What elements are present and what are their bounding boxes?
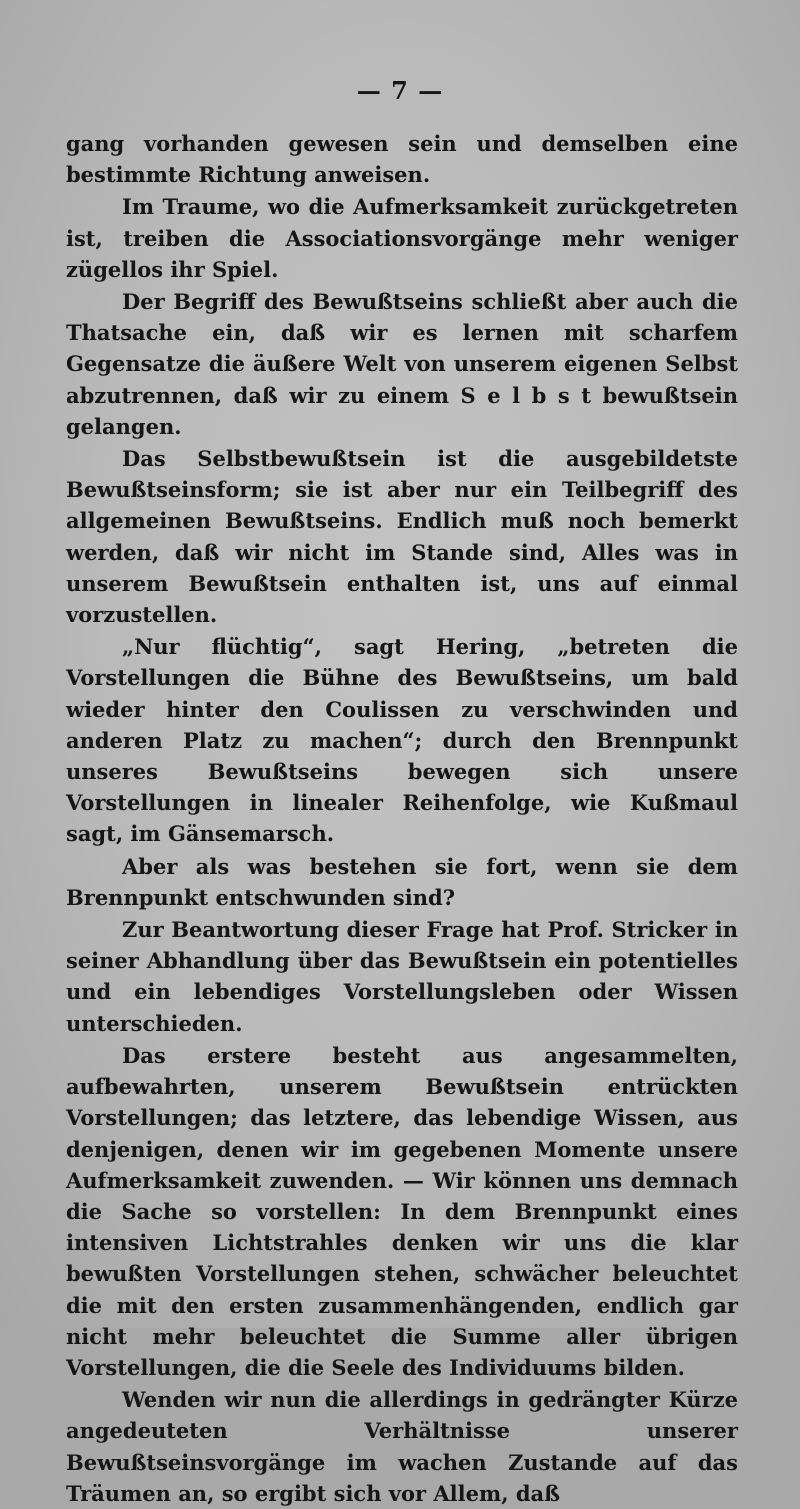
paragraph: Der Begriff des Bewußtseins schließt aber auch die Thatsache ein, daß wir es lernen mit scharfem Gegensatze die äußere Welt von unserem eigenen Selbst abzutrennen, daß wir zu einem S e l b s t bewußtsein gelangen.	[66, 289, 738, 439]
paragraph: Aber als was bestehen sie fort, wenn sie dem Brennpunkt entschwunden sind?	[66, 853, 738, 910]
paragraph: Das erstere besteht aus angesammelten, aufbewahrten, unserem Bewußtsein entrückten Vorstellungen; das letztere, das lebendige Wissen, aus denjenigen, denen wir im gegebenen Momente unsere Aufmerksamkeit zuwenden. — Wir können uns demnach die Sache so vorstellen: In dem Brennpunkt eines intensiven Lichtstrahles denken wir uns die klar bewußten Vorstellungen stehen, schwächer beleuchtet die mit den ersten zusammenhängenden, endlich gar nicht mehr beleuchtet die Summe aller übrigen Vorstellungen, die die Seele des Individuums bilden.	[66, 1042, 738, 1380]
paragraph: Zur Beantwortung dieser Frage hat Prof. Stricker in seiner Abhandlung über das Bewußtsein ein potentielles und ein lebendiges Vorstellungsleben oder Wissen unterschieden.	[66, 917, 738, 1036]
paragraph: Wenden wir nun die allerdings in gedrängter Kürze angedeuteten Verhältnisse unserer Bewußtseinsvorgänge im wachen Zustande auf das Träumen an, so ergibt sich vor Allem, daß	[66, 1387, 738, 1506]
paragraph-continuation: gang vorhanden gewesen sein und demselben eine bestimmte Richtung anweisen.	[66, 131, 738, 188]
paragraph: Das Selbstbewußtsein ist die ausgebildetste Bewußtseinsform; sie ist aber nur ein Teilbegriff des allgemeinen Bewußtseins. Endlich muß noch bemerkt werden, daß wir nicht im Stande sind, Alles was in unserem Bewußtsein enthalten ist, uns auf einmal vorzustellen.	[66, 446, 738, 628]
body-text	[66, 128, 738, 1509]
page-number: — 7 —	[356, 76, 444, 105]
paragraph: „Nur flüchtig“, sagt Hering, „betreten die Vorstellungen die Bühne des Bewußtseins, um bald wieder hinter den Coulissen zu verschwinden und anderen Platz zu machen“; durch den Brennpunkt unseres Bewußtseins bewegen sich unsere Vorstellungen in linealer Reihenfolge, wie Kußmaul sagt, im Gänsemarsch.	[66, 634, 738, 847]
paragraph: Im Traume, wo die Aufmerksamkeit zurückgetreten ist, treiben die Associationsvorgänge mehr weniger zügellos ihr Spiel.	[66, 194, 738, 282]
